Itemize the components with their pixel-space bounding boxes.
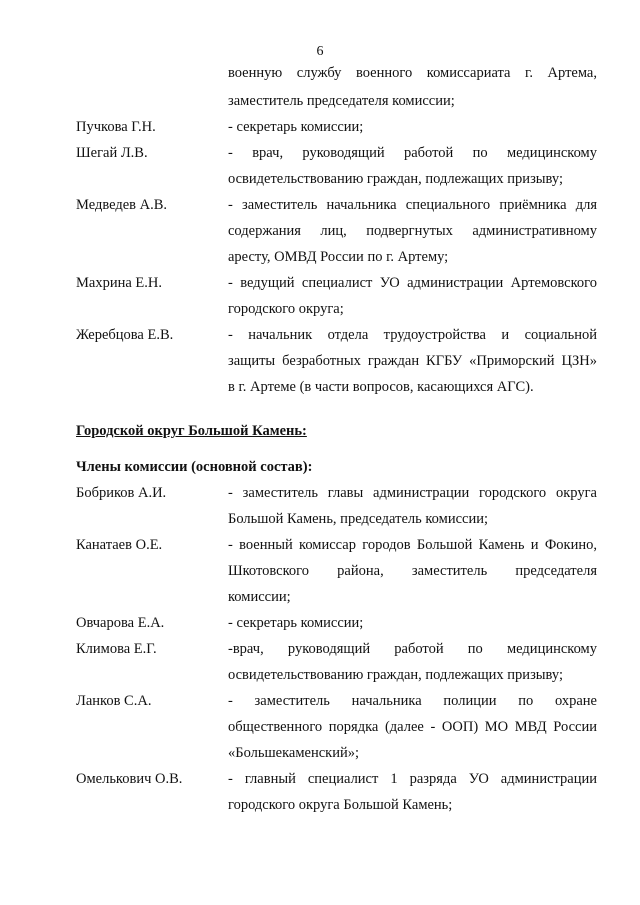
member-role: - заместитель главы администрации городского округа [228, 485, 597, 501]
member-role: городского округа; [228, 301, 344, 317]
member-role: аресту, ОМВД России по г. Артему; [228, 249, 449, 265]
member-role: защиты безработных граждан КГБУ «Приморский ЦЗН» [228, 353, 597, 369]
member-name: Жеребцова Е.В. [76, 327, 174, 343]
member-name: Медведев А.В. [76, 197, 168, 213]
member-role: общественного порядка (далее - ООП) МО МВД России [228, 719, 597, 735]
member-role: Большой Камень, председатель комиссии; [228, 511, 488, 527]
member-name: Канатаев О.Е. [76, 537, 163, 553]
member-role: - секретарь комиссии; [228, 119, 364, 135]
member-role: - заместитель начальника полиции по охране [228, 693, 597, 709]
member-role: городского округа Большой Камень; [228, 797, 453, 813]
member-role: - заместитель начальника специального приёмника для [228, 197, 597, 213]
continuation-line: заместитель председателя комиссии; [228, 93, 455, 109]
member-role: - начальник отдела трудоустройства и социальной [228, 327, 597, 343]
member-name: Ланков С.А. [76, 693, 152, 709]
member-name: Шегай Л.В. [76, 145, 148, 161]
member-role: «Большекаменский»; [228, 745, 359, 761]
member-role: -врач, руководящий работой по медицинскому [228, 641, 597, 657]
member-name: Омелькович О.В. [76, 771, 183, 787]
member-role: в г. Артеме (в части вопросов, касающихся АГС). [228, 379, 534, 395]
member-role: - секретарь комиссии; [228, 615, 364, 631]
member-name: Бобриков А.И. [76, 485, 167, 501]
member-role: - главный специалист 1 разряда УО администрации [228, 771, 597, 787]
member-role: Шкотовского района, заместитель председателя [228, 563, 597, 579]
member-role: содержания лиц, подвергнутых административному [228, 223, 597, 239]
member-role: освидетельствованию граждан, подлежащих призыву; [228, 171, 563, 187]
member-role: освидетельствованию граждан, подлежащих призыву; [228, 667, 563, 683]
member-role: комиссии; [228, 589, 291, 605]
member-name: Овчарова Е.А. [76, 615, 165, 631]
member-name: Махрина Е.Н. [76, 275, 162, 291]
continuation-line: военную службу военного комиссариата г. Артема, [228, 65, 597, 81]
member-role: - врач, руководящий работой по медицинскому [228, 145, 597, 161]
member-name: Климова Е.Г. [76, 641, 157, 657]
member-role: - военный комиссар городов Большой Камень и Фокино, [228, 537, 597, 553]
member-name: Пучкова Г.Н. [76, 119, 156, 135]
subheading: Члены комиссии (основной состав): [76, 459, 313, 475]
page-number: 6 [316, 44, 324, 59]
member-role: - ведущий специалист УО администрации Артемовского [228, 275, 597, 291]
section-heading: Городской округ Большой Камень: [76, 423, 307, 439]
